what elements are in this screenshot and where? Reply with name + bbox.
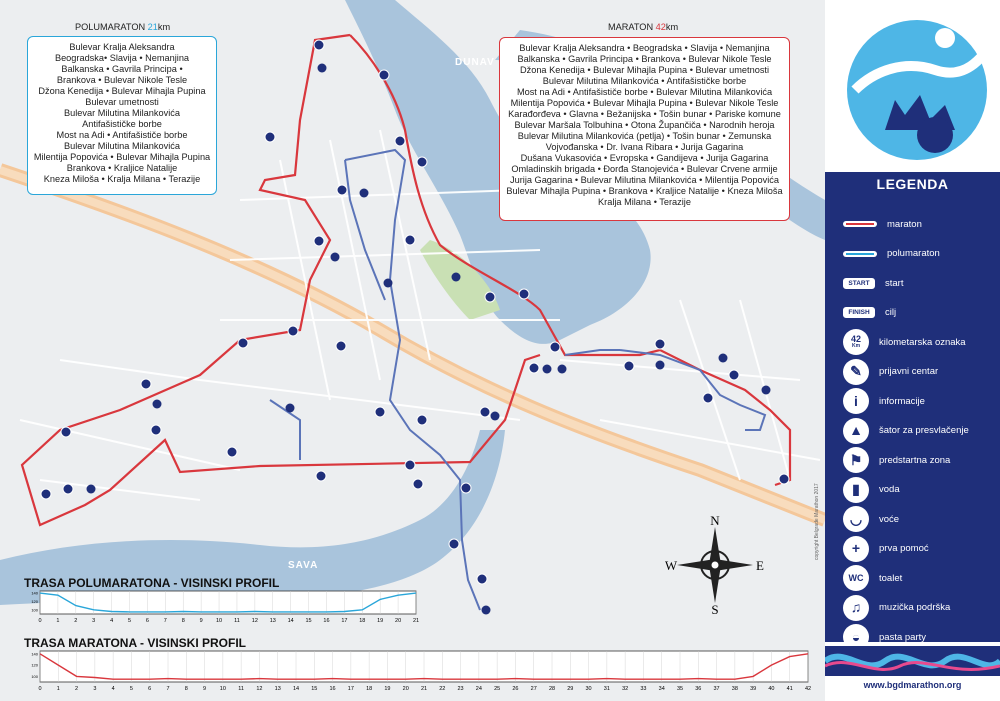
profile-tick-label: 23 xyxy=(457,686,464,692)
full-title-suffix: km xyxy=(665,22,679,32)
legend-label: cilj xyxy=(885,307,897,318)
compass-n: N xyxy=(710,515,720,528)
half-street-line: Brankova • Kraljice Natalije xyxy=(66,163,178,173)
decorative-banner xyxy=(825,646,1000,676)
profile-tick-label: 33 xyxy=(640,686,647,692)
legend-panel xyxy=(825,0,1000,701)
legend-label: pasta party xyxy=(879,631,926,643)
legend-label: toalet xyxy=(879,572,903,584)
profile-tick-label: 20 xyxy=(395,618,402,624)
profile-tick-label: 14 xyxy=(292,686,300,692)
profile-tick-label: 6 xyxy=(145,618,149,624)
full-street-line: Jurija Gagarina • Bulevar Milutina Milankovića • Milentija Popovića xyxy=(510,175,779,185)
full-profile-title: TRASA MARATONA - VISINSKI PROFIL xyxy=(24,636,246,650)
profile-tick-label: 18 xyxy=(359,618,366,624)
profile-tick-label: 17 xyxy=(341,618,348,624)
website-link[interactable]: www.bgdmarathon.org xyxy=(863,680,962,690)
profile-tick-label: 35 xyxy=(676,686,684,692)
profile-tick-label: 9 xyxy=(199,618,203,624)
profile-tick-label: 28 xyxy=(548,686,556,692)
legend-item-prijavni xyxy=(843,358,993,386)
profile-tick-label: 12 xyxy=(251,618,258,624)
profile-tick-label: 25 xyxy=(494,686,501,692)
music-icon: ♫ xyxy=(843,595,869,621)
legend-item-start xyxy=(843,269,993,297)
profile-tick-label: 10 xyxy=(215,618,223,624)
full-street-line: Bulevar Kralja Aleksandra • Beogradska • Slavija • Nemanjina xyxy=(519,43,770,53)
profile-elev-label: 140 xyxy=(31,590,38,596)
full-elevation-profile xyxy=(24,648,812,692)
profile-tick-label: 37 xyxy=(713,686,720,692)
full-street-line: Kralja Milana • Terazije xyxy=(598,197,691,207)
profile-elev-label: 100 xyxy=(31,673,38,679)
full-street-line: Bulevar Milutina Milankovića (petlja) • Tošin bunar • Zemunska xyxy=(517,131,772,141)
legend-label: polumaraton xyxy=(887,248,940,259)
profile-tick-label: 8 xyxy=(184,686,188,692)
half-title-prefix: POLUMARATON xyxy=(75,22,148,32)
legend-item-finish xyxy=(843,299,993,327)
legend-item-predstartna xyxy=(843,446,993,474)
profile-tick-label: 12 xyxy=(256,686,263,692)
profile-tick-label: 0 xyxy=(38,618,42,624)
half-elevation-profile xyxy=(24,588,420,624)
half-street-line: Brankova • Bulevar Nikole Tesle xyxy=(56,75,188,85)
half-street-line: Balkanska • Gavrila Principa • xyxy=(61,64,183,74)
profile-tick-label: 36 xyxy=(695,686,702,692)
profile-elev-label: 140 xyxy=(31,651,38,657)
profile-tick-label: 22 xyxy=(439,686,446,692)
finish-pill-icon: FINISH xyxy=(843,307,875,318)
legend-item-km xyxy=(843,328,993,356)
profile-tick-label: 42 xyxy=(804,686,812,692)
half-profile-title: TRASA POLUMARATONA - VISINSKI PROFIL xyxy=(24,576,280,590)
profile-tick-label: 26 xyxy=(512,686,519,692)
sava-label: SAVA xyxy=(288,560,319,571)
full-street-line: Milentija Popovića • Bulevar Mihajla Pupina • Bulevar Nikole Tesle xyxy=(510,98,779,108)
half-street-line: Antifašističke borbe xyxy=(82,119,162,129)
profile-tick-label: 5 xyxy=(127,618,132,624)
profile-tick-label: 6 xyxy=(148,686,152,692)
half-route-lines xyxy=(32,42,212,185)
profile-elev-label: 120 xyxy=(31,662,38,668)
legend-label: muzička podrška xyxy=(879,602,951,613)
profile-tick-label: 30 xyxy=(585,686,592,692)
prestart-zone-icon: ⚑ xyxy=(843,447,869,473)
registration-icon: ✎ xyxy=(843,359,869,385)
profile-tick-label: 15 xyxy=(305,618,312,624)
profile-tick-label: 24 xyxy=(475,686,482,692)
first-aid-icon: + xyxy=(843,536,869,562)
full-street-line: Omladinskih brigada • Đorđa Stanojevića • Bulevar Crvene armije xyxy=(511,164,778,174)
fruit-icon: ◡ xyxy=(843,506,869,532)
legend-item-voda xyxy=(843,476,993,504)
legend-item-sator xyxy=(843,417,993,445)
profile-tick-label: 3 xyxy=(92,618,96,624)
profile-tick-label: 21 xyxy=(412,618,420,624)
full-street-line: Džona Kenedija • Bulevar Mihajla Pupina • Bulevar umetnosti xyxy=(519,65,770,75)
copyright: copyright Belgrade Marathon 2017 xyxy=(814,483,820,560)
km-unit-label: Km xyxy=(851,343,861,349)
legend-item-muzika xyxy=(843,594,993,622)
full-title-km: 42 xyxy=(655,22,666,32)
pasta-icon: ◒ xyxy=(843,624,869,650)
profile-tick-label: 29 xyxy=(567,686,574,692)
half-street-line: Kneza Miloša • Kralja Milana • Terazije xyxy=(43,174,201,184)
profile-tick-label: 19 xyxy=(384,686,391,692)
profile-elev-label: 100 xyxy=(31,607,38,613)
compass-w: W xyxy=(665,558,678,573)
legend-item-polumaraton xyxy=(843,240,993,268)
half-street-line: Most na Adi • Antifašističe borbe xyxy=(56,130,188,140)
profile-tick-label: 9 xyxy=(203,686,207,692)
full-street-line: Balkanska • Gavrila Principa • Brankova • Bulevar Nikole Tesle xyxy=(517,54,772,64)
legend-item-wc xyxy=(843,564,993,592)
marathon-title xyxy=(608,22,678,33)
legend-label: predstartna zona xyxy=(879,454,951,466)
legend-label: start xyxy=(885,277,904,289)
marathon-route-lines xyxy=(504,43,785,208)
half-street-line: Džona Kenedija • Bulevar Mihajla Pupina xyxy=(38,86,206,96)
full-street-line: Most na Adi • Antifašističe borbe • Bulevar Milutina Milankovića xyxy=(516,87,773,97)
profile-tick-label: 0 xyxy=(38,686,42,692)
compass-s: S xyxy=(711,602,719,615)
water-icon: ▮ xyxy=(843,477,869,503)
tent-icon: ▲ xyxy=(843,418,869,444)
half-street-line: Bulevar Milutina Milankovića xyxy=(64,108,180,118)
profile-tick-label: 16 xyxy=(329,686,336,692)
full-street-line: Vojvođanska • Dr. Ivana Ribara • Jurija Gagarina xyxy=(545,142,744,152)
legend-item-maraton xyxy=(843,210,993,238)
legend-title: LEGENDA xyxy=(876,176,949,192)
half-street-line: Milentija Popovića • Bulevar Mihajla Pupina xyxy=(33,152,211,162)
profile-tick-label: 7 xyxy=(163,618,167,624)
profile-tick-label: 40 xyxy=(768,686,775,692)
full-title-prefix: MARATON xyxy=(608,22,656,32)
half-marathon-route-list xyxy=(27,36,217,195)
toilet-icon: WC xyxy=(843,565,869,591)
info-icon: i xyxy=(843,388,869,414)
profile-tick-label: 7 xyxy=(166,686,170,692)
full-street-line: Bulevar Mihajla Pupina • Brankova • Kraljice Natalije • Kneza Miloša xyxy=(506,186,783,196)
polumaraton-line-icon xyxy=(843,249,877,259)
half-street-line: Beogradska• Slavija • Nemanjina xyxy=(54,53,190,63)
maraton-line-icon xyxy=(843,219,877,229)
legend-label: kilometarska oznaka xyxy=(879,336,966,348)
full-street-line: Bulevar Milutina Milankovića • Antifašističke borbe xyxy=(542,76,747,86)
legend-label: šator za presvlačenje xyxy=(879,425,969,436)
profile-tick-label: 18 xyxy=(366,686,373,692)
compass-e: E xyxy=(756,558,764,573)
profile-tick-label: 32 xyxy=(622,686,629,692)
profile-tick-label: 38 xyxy=(731,686,738,692)
legend-label: prva pomoć xyxy=(879,543,929,554)
profile-tick-label: 2 xyxy=(74,618,78,624)
legend-label: informacije xyxy=(879,395,925,407)
half-street-line: Bulevar Kralja Aleksandra xyxy=(69,42,175,52)
legend-label: prijavni centar xyxy=(879,366,939,377)
profile-tick-label: 34 xyxy=(658,686,665,692)
profile-tick-label: 8 xyxy=(181,618,185,624)
profile-tick-label: 13 xyxy=(269,618,276,624)
profile-tick-label: 41 xyxy=(786,686,793,692)
profile-tick-label: 14 xyxy=(287,618,294,624)
start-pill-icon: START xyxy=(843,278,875,289)
km-marker-icon: 42 Km xyxy=(843,329,869,355)
profile-tick-label: 1 xyxy=(56,618,60,624)
profile-tick-label: 11 xyxy=(238,686,245,692)
belgrade-marathon-logo xyxy=(825,0,1000,172)
profile-tick-label: 17 xyxy=(347,686,354,692)
legend-box xyxy=(825,172,1000,645)
profile-elev-label: 120 xyxy=(31,598,38,604)
profile-tick-label: 27 xyxy=(530,686,537,692)
profile-tick-label: 10 xyxy=(219,686,226,692)
profile-tick-label: 21 xyxy=(420,686,428,692)
marathon-route-list xyxy=(499,37,790,221)
profile-tick-label: 16 xyxy=(323,618,330,624)
full-street-line: Bulevar Maršala Tolbuhina • Otona Župančiča • Narodnih heroja xyxy=(514,120,775,130)
legend-label: voda xyxy=(879,484,900,495)
profile-tick-label: 3 xyxy=(93,686,97,692)
profile-tick-label: 39 xyxy=(750,686,757,692)
legend-label: maraton xyxy=(887,218,922,230)
profile-tick-label: 15 xyxy=(311,686,318,692)
full-street-line: Dušana Vukasovića • Evropska • Gandijeva • Jurija Gagarina xyxy=(520,153,769,163)
half-marathon-title xyxy=(75,22,170,33)
profile-tick-label: 20 xyxy=(402,686,409,692)
half-title-suffix: km xyxy=(157,22,171,32)
profile-tick-label: 13 xyxy=(274,686,281,692)
legend-item-pomoc xyxy=(843,535,993,563)
profile-tick-label: 31 xyxy=(603,686,610,692)
profile-tick-label: 4 xyxy=(110,618,114,624)
profile-tick-label: 5 xyxy=(129,686,133,692)
half-title-km: 21 xyxy=(147,22,158,32)
legend-item-voce xyxy=(843,505,993,533)
legend-item-info xyxy=(843,387,993,415)
profile-tick-label: 19 xyxy=(377,618,384,624)
half-street-line: Bulevar umetnosti xyxy=(85,97,159,107)
dunav-label: DUNAV xyxy=(455,57,495,68)
profile-tick-label: 2 xyxy=(75,686,79,692)
half-street-line: Bulevar Milutina Milankovića xyxy=(64,141,180,151)
full-street-line: Karađorđeva • Glavna • Bežanijska • Tošin bunar • Pariske komune xyxy=(508,109,781,119)
legend-label: voće xyxy=(879,513,900,525)
compass-rose-icon xyxy=(665,515,765,615)
profile-tick-label: 1 xyxy=(56,686,60,692)
profile-tick-label: 11 xyxy=(234,618,240,624)
profile-tick-label: 4 xyxy=(111,686,115,692)
